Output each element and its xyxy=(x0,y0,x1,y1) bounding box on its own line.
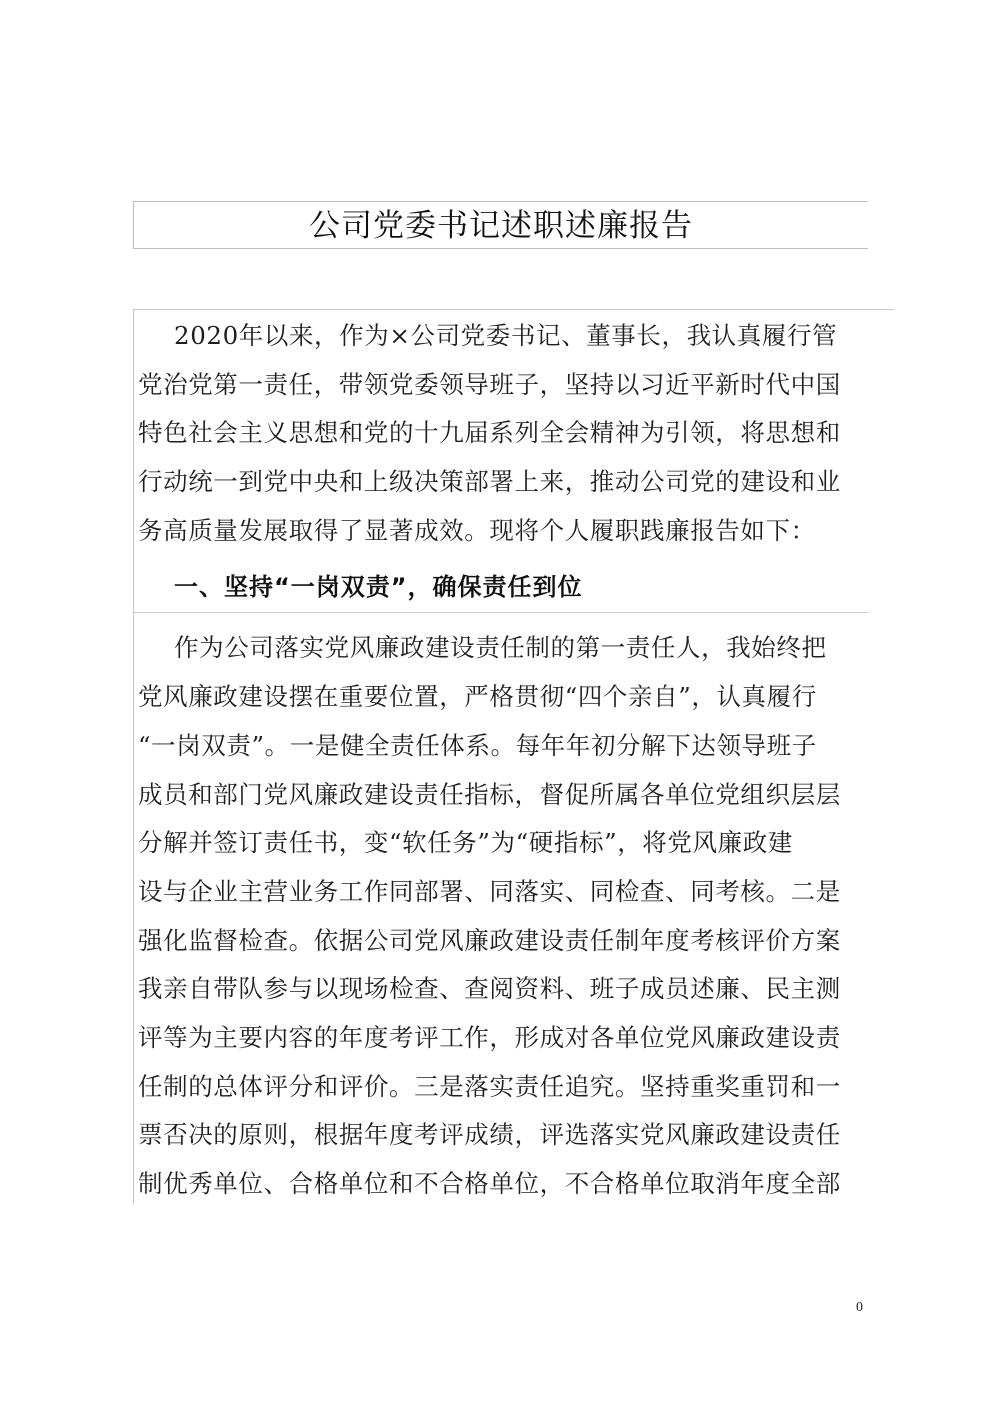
intro-line: 务高质量发展取得了显著成效。现将个人履职践廉报告如下： xyxy=(138,516,816,545)
section1-line: 党风廉政建设摆在重要位置，严格贯彻“四个亲自”，认真履行 xyxy=(138,682,817,711)
section1-line: 票否决的原则，根据年度考评成绩，评选落实党风廉政建设责任 xyxy=(138,1120,841,1149)
section1-line: 成员和部门党风廉政建设责任指标，督促所属各单位党组织层层 xyxy=(138,780,841,809)
intro-line: 党治党第一责任，带领党委领导班子，坚持以习近平新时代中国 xyxy=(138,370,841,399)
section1-line: 强化监督检查。依据公司党风廉政建设责任制年度考核评价方案 xyxy=(138,926,841,955)
section1-line: “一岗双责”。一是健全责任体系。每年年初分解下达领导班子 xyxy=(138,731,817,760)
document-title: 公司党委书记述职述廉报告 xyxy=(309,208,693,244)
section1-line: 制优秀单位、合格单位和不合格单位，不合格单位取消年度全部 xyxy=(138,1169,841,1198)
section1-line: 分解并签订责任书，变“软任务”为“硬指标”，将党风廉政建 xyxy=(138,828,793,857)
section1-line: 设与企业主营业务工作同部署、同落实、同检查、同考核。二是 xyxy=(138,877,841,906)
page-number: 0 xyxy=(856,1300,863,1315)
intro-line: 行动统一到党中央和上级决策部署上来，推动公司党的建设和业 xyxy=(138,467,841,496)
section1-line: 评等为主要内容的年度考评工作，形成对各单位党风廉政建设责 xyxy=(138,1023,841,1052)
section-divider xyxy=(133,612,868,613)
title-box xyxy=(133,201,868,249)
section1-line: 任制的总体评分和评价。三是落实责任追究。坚持重奖重罚和一 xyxy=(138,1072,841,1101)
section1-line: 作为公司落实党风廉政建设责任制的第一责任人，我始终把 xyxy=(174,633,827,662)
section1-line: 我亲自带队参与以现场检查、查阅资料、班子成员述廉、民主测 xyxy=(138,974,841,1003)
intro-line: 2020年以来，作为×公司党委书记、董事长，我认真履行管 xyxy=(174,321,838,350)
section-heading: 一、坚持“一岗双责”，确保责任到位 xyxy=(174,573,583,601)
intro-line: 特色社会主义思想和党的十九届系列全会精神为引领，将思想和 xyxy=(138,418,841,447)
